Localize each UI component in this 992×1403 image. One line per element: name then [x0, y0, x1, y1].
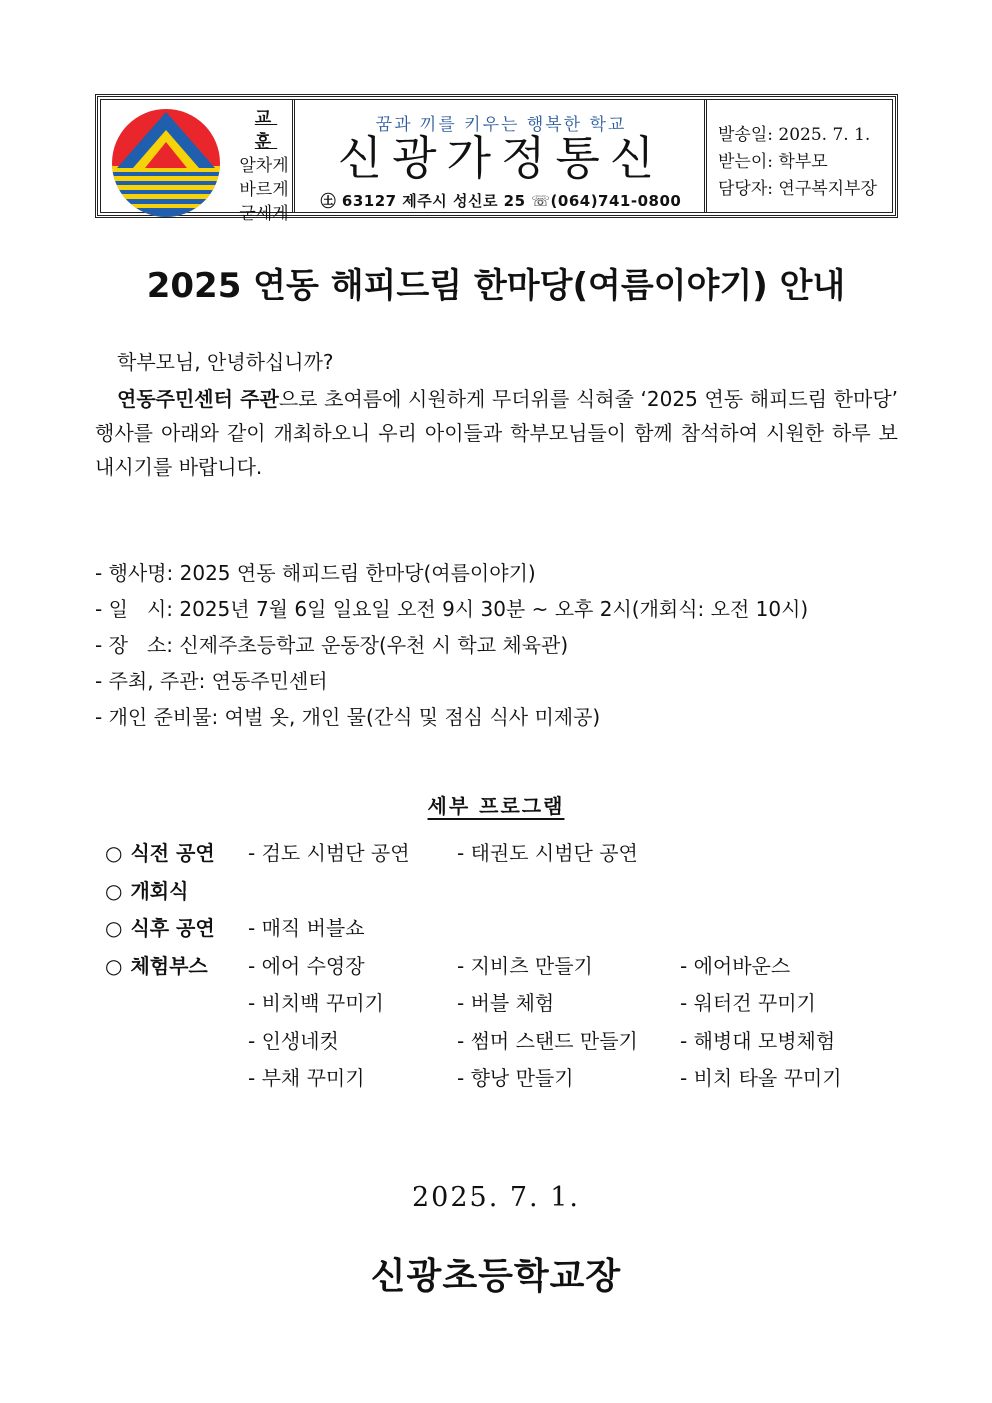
school-address: ㊏ 63127 제주시 성신로 25 ☏(064)741-0800 — [320, 192, 682, 210]
program-label — [105, 948, 245, 986]
circle-bullet-icon: ○ — [105, 953, 123, 978]
program-item: - 비치 타올 꾸미기 — [680, 1066, 842, 1090]
info-item: - 장 소: 신제주초등학교 운동장(우천 시 학교 체육관) — [95, 633, 569, 657]
program-label — [105, 835, 245, 873]
info-item: - 개인 준비물: 여벌 옷, 개인 물(간식 및 점심 식사 미제공) — [95, 705, 601, 729]
motto-line: 알차게 — [239, 156, 289, 176]
motto — [234, 106, 294, 226]
letterhead-inner — [100, 99, 893, 224]
recipient: 받는이: 학부모 — [718, 152, 828, 172]
greeting: 학부모님, 안녕하십니까? — [117, 350, 334, 374]
program-item: - 버블 체험 — [457, 991, 555, 1015]
program-category: 식후 공연 — [130, 916, 215, 940]
program-label — [105, 910, 245, 948]
school-logo-icon — [111, 108, 221, 218]
motto-line: 바르게 — [239, 180, 289, 200]
send-meta — [718, 122, 877, 203]
masthead-cell — [298, 100, 707, 212]
issue-date: 2025. 7. 1. — [412, 1182, 580, 1213]
program-category: 식전 공연 — [130, 841, 215, 865]
program-item: - 매직 버블쇼 — [248, 916, 365, 940]
motto-line: 굳세게 — [239, 204, 289, 224]
program-item: - 인생네컷 — [248, 1028, 339, 1053]
program-item: - 지비츠 만들기 — [457, 953, 593, 978]
program-item: - 에어 수영장 — [248, 953, 365, 978]
program-item: - 검도 시범단 공연 — [248, 841, 410, 865]
motto-title: 교 훈 — [254, 108, 278, 152]
program-item: - 향낭 만들기 — [457, 1066, 574, 1090]
circle-bullet-icon: ○ — [105, 916, 123, 940]
manager: 담당자: 연구복지부장 — [718, 179, 877, 199]
info-item: - 일 시: 2025년 7월 6일 일요일 오전 9시 30분 ~ 오후 2시(개회식: 오전 10시) — [95, 597, 809, 621]
program-item: - 부채 꾸미기 — [248, 1066, 365, 1090]
program-item: - 에어바운스 — [680, 953, 791, 978]
info-item: - 주최, 주관: 연동주민센터 — [95, 669, 328, 693]
newsletter-name: 신광가정통신 — [337, 131, 665, 185]
program-item: - 썸머 스탠드 만들기 — [457, 1028, 638, 1053]
program-label — [105, 873, 245, 911]
meta-cell — [710, 100, 892, 212]
event-info — [95, 555, 808, 735]
program-item: - 해병대 모병체험 — [680, 1028, 836, 1053]
program-category: 개회식 — [130, 878, 189, 903]
program-category: 체험부스 — [130, 953, 208, 978]
signer: 신광초등학교장 — [370, 1255, 622, 1297]
program-item: - 워터건 꾸미기 — [680, 991, 816, 1015]
program-item: - 태권도 시범단 공연 — [457, 841, 638, 865]
organizer-emphasis: 연동주민센터 주관 — [117, 387, 279, 411]
school-slogan: 꿈과 끼를 키우는 행복한 학교 — [375, 115, 627, 135]
info-item: - 행사명: 2025 연동 해피드림 한마당(여름이야기) — [95, 561, 536, 585]
circle-bullet-icon: ○ — [105, 841, 123, 865]
logo-cell — [101, 100, 295, 224]
send-date: 발송일: 2025. 7. 1. — [718, 125, 871, 145]
program-item: - 비치백 꾸미기 — [248, 991, 384, 1015]
document-title: 2025 연동 해피드림 한마당(여름이야기) 안내 — [146, 266, 846, 306]
circle-bullet-icon: ○ — [105, 878, 123, 903]
intro-text: 으로 초여름에 시원하게 무더위를 식혀줄 ‘2025 연동 해피드림 한마당’ 행사를 아래와 같이 개최하오니 우리 아이들과 학부모님들이 함께 참석하여 시원한 하루 보내시기를 바랍니다. — [95, 387, 898, 479]
letterhead — [95, 94, 898, 224]
intro-paragraph — [95, 382, 898, 484]
program-title: 세부 프로그램 — [427, 794, 565, 818]
